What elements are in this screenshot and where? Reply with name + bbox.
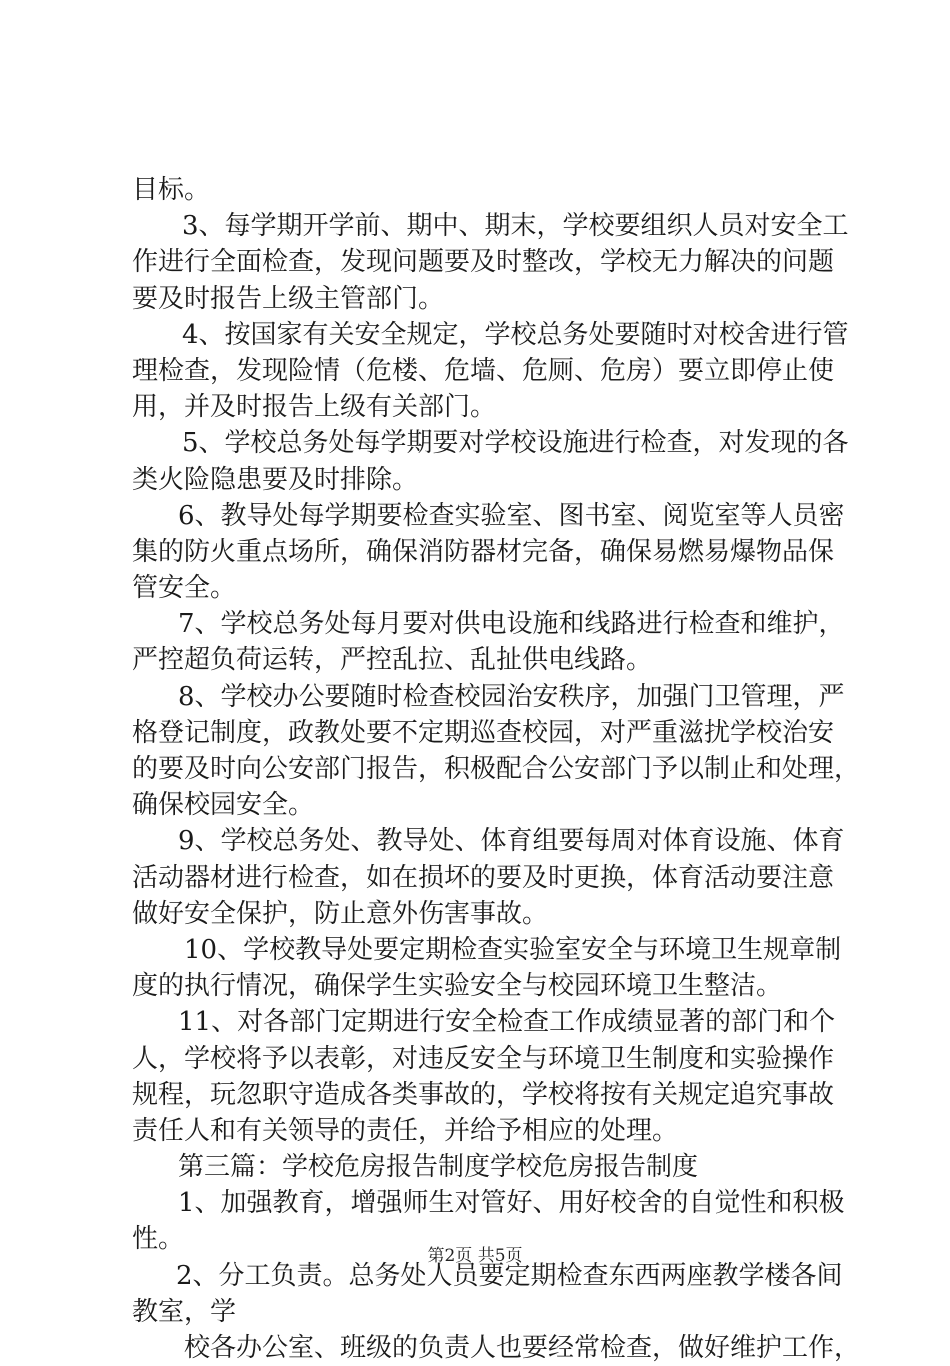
document-body [132, 172, 861, 1366]
text-line: 校各办公室、班级的负责人也要经常检查，做好维护工作， [184, 1333, 861, 1363]
text-line: 格登记制度，政教处要不定期巡查校园，对严重滋扰学校治安 [132, 717, 835, 748]
text-line: 9、学校总务处、教导处、体育组要每周对体育设施、体育 [178, 826, 845, 857]
text-line: 的要及时向公安部门报告，积极配合公安部门予以制止和处理， [132, 754, 861, 784]
text-line: 集的防火重点场所，确保消防器材完备，确保易燃易爆物品保 [132, 536, 835, 567]
text-line: 3、每学期开学前、期中、期末，学校要组织人员对安全工 [182, 211, 849, 242]
text-line: 用，并及时报告上级有关部门。 [132, 392, 497, 423]
text-line: 1、加强教育，增强师生对管好、用好校舍的自觉性和积极 [178, 1188, 845, 1219]
text-line: 责任人和有关领导的责任，并给予相应的处理。 [132, 1115, 679, 1146]
section-heading: 第三篇：学校危房报告制度学校危房报告制度 [178, 1152, 699, 1183]
text-line: 作进行全面检查，发现问题要及时整改，学校无力解决的问题 [132, 247, 835, 278]
text-line: 管安全。 [132, 573, 237, 604]
text-line: 做好安全保护，防止意外伤害事故。 [132, 898, 549, 929]
text-line: 5、学校总务处每学期要对学校设施进行检查，对发现的各 [182, 428, 849, 459]
text-line: 活动器材进行检查，如在损坏的要及时更换，体育活动要注意 [132, 862, 835, 893]
text-line: 2、分工负责。总务处人员要定期检查东西两座教学楼各间 [176, 1260, 843, 1291]
text-line: 理检查，发现险情（危楼、危墙、危厕、危房）要立即停止使 [132, 355, 835, 386]
text-line: 8、学校办公要随时检查校园治安秩序，加强门卫管理，严 [178, 681, 845, 712]
text-line: 11、对各部门定期进行安全检查工作成绩显著的部门和个 [178, 1007, 836, 1038]
text-line: 度的执行情况，确保学生实验安全与校园环境卫生整洁。 [132, 971, 783, 1002]
text-line: 4、按国家有关安全规定，学校总务处要随时对校舍进行管 [182, 319, 849, 350]
text-line: 性。 [132, 1224, 185, 1255]
text-line: 人，学校将予以表彰，对违反安全与环境卫生制度和实验操作 [132, 1043, 835, 1074]
text-line: 7、学校总务处每月要对供电设施和线路进行检查和维护， [178, 609, 845, 640]
text-line: 10、学校教导处要定期检查实验室安全与环境卫生规章制 [184, 934, 842, 965]
text-line: 严控超负荷运转，严控乱拉、乱扯供电线路。 [132, 645, 653, 676]
text-line: 6、教导处每学期要检查实验室、图书室、阅览室等人员密 [178, 500, 845, 531]
text-line: 类火险隐患要及时排除。 [132, 464, 419, 495]
text-line: 确保校园安全。 [132, 790, 315, 821]
text-line: 要及时报告上级主管部门。 [132, 283, 445, 314]
page-number-footer: 第2页 共5页 [427, 1246, 523, 1266]
text-line: 教室，学 [132, 1296, 237, 1327]
text-line: 目标。 [132, 175, 211, 205]
text-line: 规程，玩忽职守造成各类事故的，学校将按有关规定追究事故 [132, 1079, 835, 1110]
